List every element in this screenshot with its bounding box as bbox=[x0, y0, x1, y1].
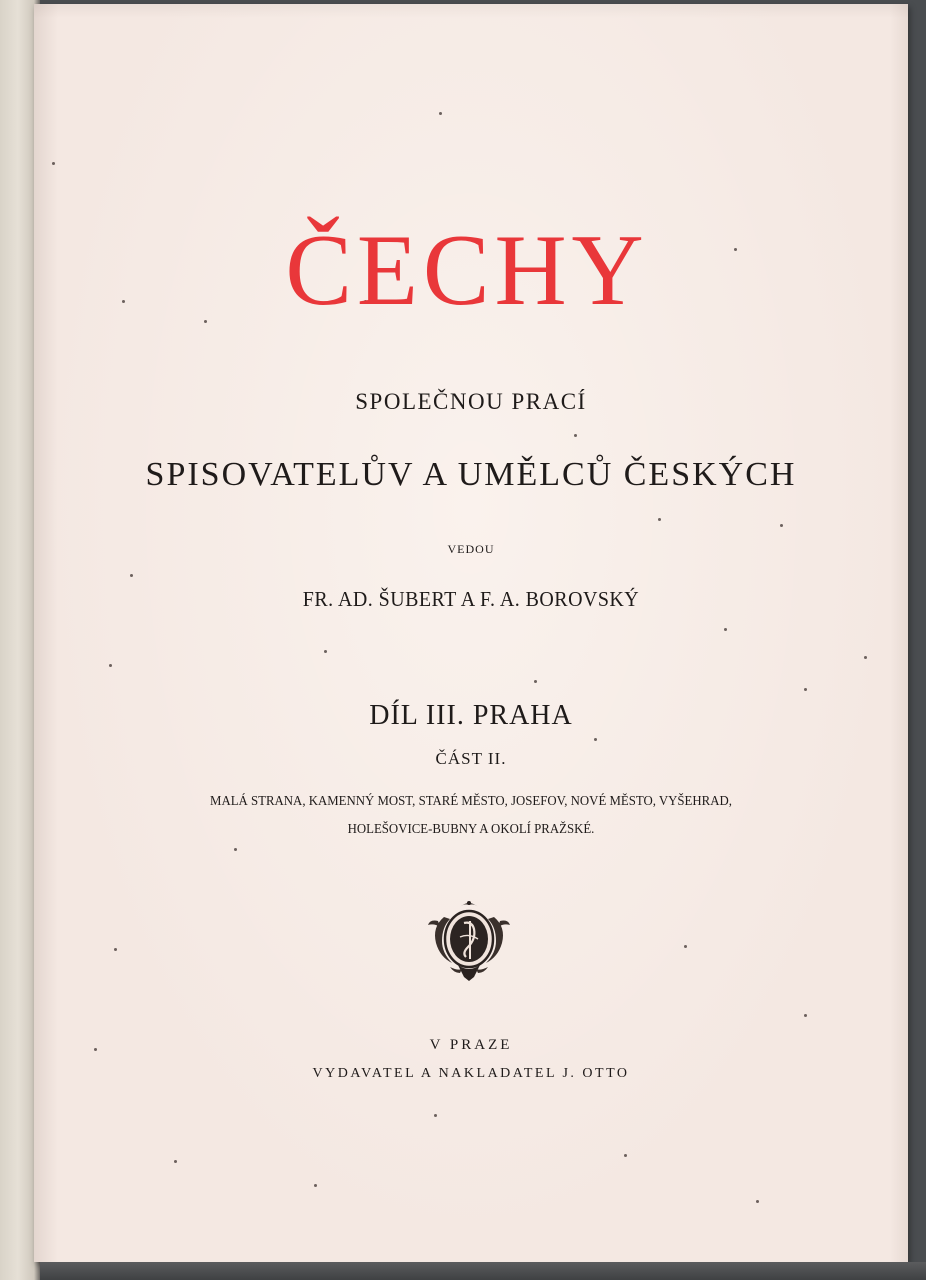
paper-speck bbox=[114, 948, 117, 951]
paper-speck bbox=[314, 1184, 317, 1187]
paper-speck bbox=[756, 1200, 759, 1203]
paper-speck bbox=[594, 738, 597, 741]
paper-speck bbox=[234, 848, 237, 851]
places-list-line-1: MALÁ STRANA, KAMENNÝ MOST, STARÉ MĚSTO, JOSEFOV, NOVÉ MĚSTO, VYŠEHRAD, bbox=[210, 793, 732, 808]
paper-speck bbox=[439, 112, 442, 115]
paper-speck bbox=[804, 688, 807, 691]
title-page bbox=[34, 4, 908, 1262]
paper-speck bbox=[130, 574, 133, 577]
paper-speck bbox=[804, 1014, 807, 1017]
subtitle-line-2: SPISOVATELŮV A UMĚLCŮ ČESKÝCH bbox=[145, 456, 797, 493]
paper-speck bbox=[434, 1114, 437, 1117]
editors-names: FR. AD. ŠUBERT A F. A. BOROVSKÝ bbox=[302, 587, 640, 611]
subtitle-line-1: SPOLEČNOU PRACÍ bbox=[355, 389, 587, 414]
paper-speck bbox=[109, 664, 112, 667]
paper-speck bbox=[52, 162, 55, 165]
paper-speck bbox=[658, 518, 661, 521]
part-number: ČÁST II. bbox=[435, 749, 507, 768]
paper-speck bbox=[780, 524, 783, 527]
places-list-line-2: HOLEŠOVICE-BUBNY A OKOLÍ PRAŽSKÉ. bbox=[347, 821, 595, 836]
paper-speck bbox=[724, 628, 727, 631]
publisher-monogram-emblem-icon bbox=[424, 897, 514, 983]
paper-speck bbox=[534, 680, 537, 683]
paper-speck bbox=[174, 1160, 177, 1163]
publisher-line: VYDAVATEL A NAKLADATEL J. OTTO bbox=[312, 1066, 630, 1081]
paper-speck bbox=[624, 1154, 627, 1157]
table-background bbox=[40, 1262, 926, 1280]
book-title: ČECHY bbox=[285, 214, 649, 327]
paper-speck bbox=[324, 650, 327, 653]
paper-speck bbox=[684, 945, 687, 948]
paper-speck bbox=[864, 656, 867, 659]
paper-speck bbox=[574, 434, 577, 437]
publication-city: V PRAZE bbox=[429, 1037, 513, 1053]
volume-title: DÍL III. PRAHA bbox=[369, 700, 573, 731]
edited-by-label: VEDOU bbox=[447, 542, 495, 556]
